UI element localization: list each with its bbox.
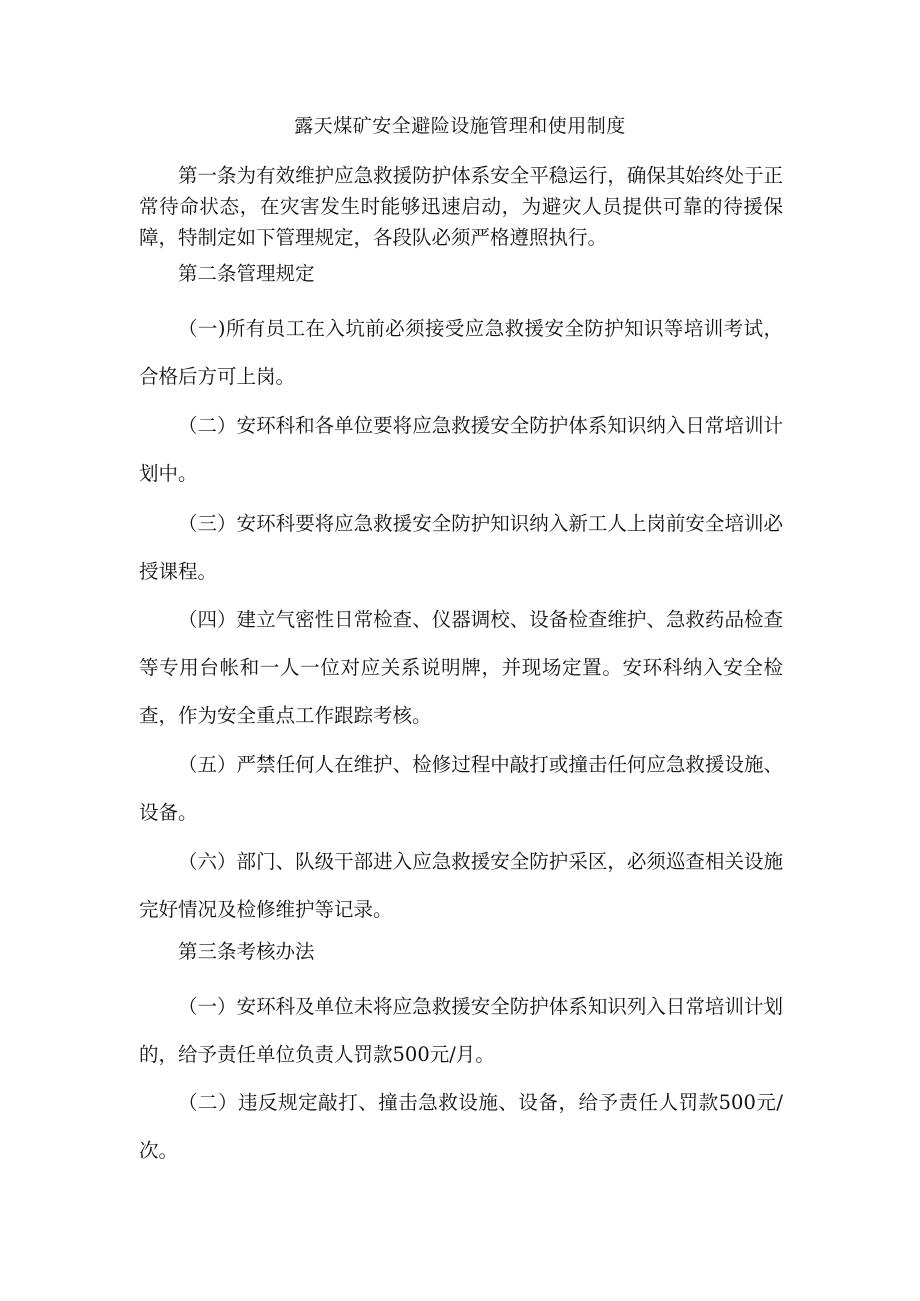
article-3-heading: 第三条考核办法 — [178, 940, 315, 963]
article-2-item-5: （五）严禁任何人在维护、检修过程中敲打或撞击任何应急救援设施、设备。 — [139, 753, 783, 824]
article-3-item-1: （一）安环科及单位未将应急救援安全防护体系知识列入日常培训计划的，给予责任单位负责人罚款500元/月。 — [139, 995, 783, 1066]
article-3-item-2: （二）违反规定敲打、撞击急救设施、设备，给予责任人罚款500元/次。 — [139, 1091, 783, 1162]
article-2-heading: 第二条管理规定 — [178, 262, 315, 285]
article-1-paragraph: 第一条为有效维护应急救援防护体系安全平稳运行，确保其始终处于正常待命状态，在灾害发生时能够迅速启动，为避灾人员提供可靠的待援保障，特制定如下管理规定，各段队必须严格遵照执行。 — [139, 164, 783, 249]
article-2-item-3: （三）安环科要将应急救援安全防护知识纳入新工人上岗前安全培训必授课程。 — [139, 512, 783, 583]
article-2-item-2: （二）安环科和各单位要将应急救援安全防护体系知识纳入日常培训计划中。 — [139, 414, 783, 485]
document-title: 露天煤矿安全避险设施管理和使用制度 — [294, 115, 626, 137]
article-2-item-4: （四）建立气密性日常检查、仪器调校、设备检查维护、急救药品检查等专用台帐和一人一位对应关系说明牌，并现场定置。安环科纳入安全检查，作为安全重点工作跟踪考核。 — [139, 608, 783, 727]
article-2-item-6: （六）部门、队级干部进入应急救援安全防护采区，必须巡查相关设施完好情况及检修维护等记录。 — [139, 850, 783, 921]
article-2-item-1: （一)所有员工在入坑前必须接受应急救援安全防护知识等培训考试，合格后方可上岗。 — [139, 317, 783, 388]
